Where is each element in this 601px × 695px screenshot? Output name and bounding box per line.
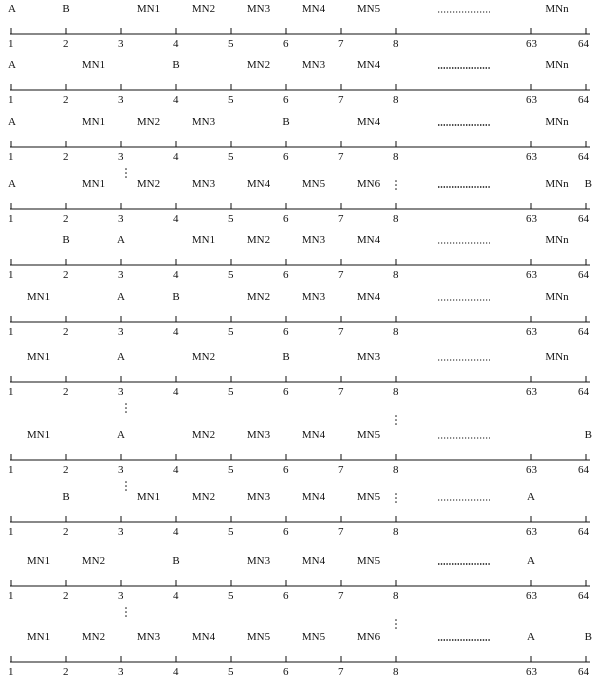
tick-label: 3 [118,326,124,338]
node-label: MN1 [81,59,106,71]
timeline-row [8,178,592,225]
vertical-ellipsis [125,403,127,413]
node-label: B [172,555,180,567]
node-label: MNn [545,351,569,363]
tick-label: 1 [8,269,14,281]
node-label: MN6 [356,178,381,190]
tick-label: 6 [283,326,289,338]
tick-label: 6 [283,666,289,678]
node-label: B [62,234,70,246]
tick-label: 63 [526,38,537,50]
tick-label: 4 [173,590,179,602]
node-label: MNn [545,178,569,190]
node-label: MN3 [246,555,271,567]
tick-label: 1 [8,94,14,106]
tick-label: 63 [526,526,537,538]
vertical-ellipsis [125,481,127,491]
tick-label: 3 [118,269,124,281]
node-label: MN3 [191,116,216,128]
node-label: A [8,116,16,128]
tick-label: 5 [228,326,234,338]
tick-label: 2 [63,386,69,398]
vertical-ellipsis [395,493,397,503]
tick-label: 64 [578,526,589,538]
vertical-ellipsis [395,415,397,425]
tick-label: 4 [173,213,179,225]
node-label: MN4 [356,291,381,303]
tick-label: 8 [393,666,399,678]
tick-label: 7 [338,38,344,50]
tick-label: 8 [393,38,399,50]
tick-label: 63 [526,94,537,106]
ellipsis-dot [395,188,397,190]
node-label: MN4 [356,116,381,128]
tick-label: 6 [283,269,289,281]
tick-label: 3 [118,666,124,678]
node-label: MN5 [356,429,381,441]
tick-label: 5 [228,151,234,163]
tick-label: 5 [228,590,234,602]
tick-label: 1 [8,386,14,398]
node-label: B [62,491,70,503]
tick-label: 4 [173,386,179,398]
ellipsis-dot [125,481,127,483]
tick-label: 7 [338,151,344,163]
ellipsis-dot [125,489,127,491]
node-label: MN1 [81,116,106,128]
tick-label: 63 [526,151,537,163]
tick-label: 4 [173,464,179,476]
node-label: MN2 [136,178,161,190]
node-label: B [584,631,592,643]
tick-label: 1 [8,213,14,225]
node-label: MN4 [301,3,326,15]
tick-label: 4 [173,38,179,50]
node-label: MN3 [136,631,161,643]
tick-label: 7 [338,666,344,678]
ellipsis-dot [395,619,397,621]
node-label: MN1 [191,234,216,246]
tick-label: 2 [63,269,69,281]
node-label: MN1 [26,631,51,643]
node-label: MN2 [81,631,106,643]
ellipsis-dot [125,403,127,405]
vertical-ellipsis [395,180,397,190]
tick-label: 64 [578,666,589,678]
tick-label: 64 [578,464,589,476]
ellipsis-dot [395,419,397,421]
node-label: MNn [545,291,569,303]
tick-label: 8 [393,590,399,602]
tick-label: 1 [8,666,14,678]
node-label: MN2 [191,3,216,15]
timeline-row [8,351,590,398]
node-label: B [584,178,592,190]
ellipsis-dot [395,180,397,182]
tick-label: 6 [283,213,289,225]
node-label: MN3 [301,234,326,246]
tick-label: 1 [8,526,14,538]
ellipsis-dot [395,497,397,499]
tick-label: 4 [173,269,179,281]
node-label: MN2 [136,116,161,128]
tick-label: 7 [338,326,344,338]
tick-label: 5 [228,269,234,281]
ellipsis-dot [125,176,127,178]
tick-label: 2 [63,151,69,163]
tick-label: 3 [118,94,124,106]
tick-label: 6 [283,38,289,50]
node-label: MN4 [301,555,326,567]
ellipsis-dot [395,415,397,417]
ellipsis-dot [125,407,127,409]
node-label: MN1 [81,178,106,190]
timeline-row [8,555,590,602]
ellipsis-dot [395,623,397,625]
node-label: MN2 [191,429,216,441]
node-label: MN5 [301,178,326,190]
node-label: A [8,178,16,190]
tick-label: 7 [338,213,344,225]
timeline-row [8,491,590,538]
tick-label: 8 [393,326,399,338]
tick-label: 64 [578,94,589,106]
node-label: MN2 [191,491,216,503]
tick-label: 63 [526,326,537,338]
tick-label: 64 [578,386,589,398]
ellipsis-dot [125,168,127,170]
node-label: MNn [545,234,569,246]
tick-label: 3 [118,151,124,163]
tick-label: 2 [63,526,69,538]
tick-label: 6 [283,386,289,398]
vertical-ellipsis [125,168,127,178]
tick-label: 64 [578,151,589,163]
tick-label: 5 [228,666,234,678]
node-label: MN4 [301,429,326,441]
node-label: MN3 [191,178,216,190]
node-label: B [62,3,70,15]
tick-label: 2 [63,464,69,476]
ellipsis-dot [395,493,397,495]
ellipsis-dot [125,411,127,413]
tick-label: 1 [8,326,14,338]
node-label: MN3 [246,429,271,441]
ellipsis-dot [395,423,397,425]
node-label: MN5 [356,3,381,15]
timeline-row [8,59,590,106]
ellipsis-dot [395,627,397,629]
node-label: A [8,59,16,71]
node-label: A [8,3,16,15]
node-label: B [172,59,180,71]
tick-label: 4 [173,151,179,163]
node-label: MN3 [301,59,326,71]
node-label: MN5 [356,555,381,567]
ellipsis-dot [125,172,127,174]
tick-label: 3 [118,464,124,476]
tick-label: 1 [8,464,14,476]
node-label: A [527,555,535,567]
ellipsis-dot [125,607,127,609]
node-label: MN5 [246,631,271,643]
tick-label: 7 [338,590,344,602]
tick-label: 5 [228,464,234,476]
tick-label: 1 [8,590,14,602]
node-label: MN4 [246,178,271,190]
tick-label: 64 [578,326,589,338]
node-label: MN1 [136,3,161,15]
node-label: MN2 [246,291,271,303]
node-label: MN5 [356,491,381,503]
node-label: A [117,291,125,303]
tick-label: 8 [393,464,399,476]
tick-label: 5 [228,386,234,398]
tick-label: 5 [228,526,234,538]
vertical-ellipsis [395,619,397,629]
ellipsis-dot [125,615,127,617]
node-label: MN2 [246,59,271,71]
ellipsis-dot [125,611,127,613]
node-label: MNn [545,3,569,15]
node-label: MN3 [246,491,271,503]
node-label: MN4 [356,234,381,246]
tick-label: 8 [393,213,399,225]
node-label: MNn [545,59,569,71]
tick-label: 8 [393,526,399,538]
tick-label: 63 [526,590,537,602]
tick-label: 1 [8,151,14,163]
node-label: A [117,351,125,363]
tick-label: 7 [338,464,344,476]
tick-label: 3 [118,590,124,602]
node-label: B [584,429,592,441]
tick-label: 2 [63,666,69,678]
tick-label: 6 [283,151,289,163]
tick-label: 8 [393,94,399,106]
timeline-row [8,3,590,50]
node-label: MN3 [246,3,271,15]
node-label: A [117,429,125,441]
tick-label: 4 [173,326,179,338]
node-label: MN4 [191,631,216,643]
tick-label: 8 [393,386,399,398]
node-label: MN1 [136,491,161,503]
node-label: MN2 [81,555,106,567]
node-label: MN1 [26,555,51,567]
tick-label: 5 [228,213,234,225]
tick-label: 64 [578,213,589,225]
node-label: MN3 [301,291,326,303]
tick-label: 2 [63,590,69,602]
timeline-row [8,429,592,476]
node-label: MN2 [246,234,271,246]
tick-label: 2 [63,213,69,225]
tick-label: 63 [526,386,537,398]
tick-label: 64 [578,590,589,602]
node-label: A [527,491,535,503]
tick-label: 7 [338,386,344,398]
node-label: MN6 [356,631,381,643]
tick-label: 5 [228,94,234,106]
tick-label: 4 [173,94,179,106]
ellipsis-dot [395,184,397,186]
ellipsis-dot [125,485,127,487]
node-label: MN5 [301,631,326,643]
tick-label: 2 [63,94,69,106]
tick-label: 8 [393,269,399,281]
tick-label: 1 [8,38,14,50]
node-label: MN4 [356,59,381,71]
node-label: B [172,291,180,303]
node-label: MN4 [301,491,326,503]
tick-label: 3 [118,526,124,538]
node-label: MNn [545,116,569,128]
node-label: MN1 [26,351,51,363]
timeline-row [8,631,592,678]
node-label: MN2 [191,351,216,363]
tick-label: 63 [526,269,537,281]
tick-label: 5 [228,38,234,50]
tick-label: 8 [393,151,399,163]
tick-label: 4 [173,666,179,678]
tick-label: 3 [118,386,124,398]
timeline-row [8,234,590,281]
tick-label: 64 [578,38,589,50]
tick-label: 63 [526,464,537,476]
node-label: B [282,116,290,128]
ellipsis-dot [395,501,397,503]
node-label: B [282,351,290,363]
tick-label: 64 [578,269,589,281]
tick-label: 63 [526,213,537,225]
tick-label: 6 [283,590,289,602]
tick-label: 4 [173,526,179,538]
tick-label: 7 [338,269,344,281]
tick-label: 2 [63,38,69,50]
vertical-ellipsis [125,607,127,617]
node-label: A [117,234,125,246]
node-label: MN3 [356,351,381,363]
timeline-row [8,291,590,338]
tick-label: 7 [338,94,344,106]
timeline-row [8,116,590,163]
tick-label: 3 [118,213,124,225]
tick-label: 2 [63,326,69,338]
node-label: MN1 [26,291,51,303]
tick-label: 7 [338,526,344,538]
node-label: A [527,631,535,643]
tick-label: 6 [283,94,289,106]
tick-label: 3 [118,38,124,50]
node-label: MN1 [26,429,51,441]
tick-label: 6 [283,526,289,538]
tick-label: 6 [283,464,289,476]
tick-label: 63 [526,666,537,678]
